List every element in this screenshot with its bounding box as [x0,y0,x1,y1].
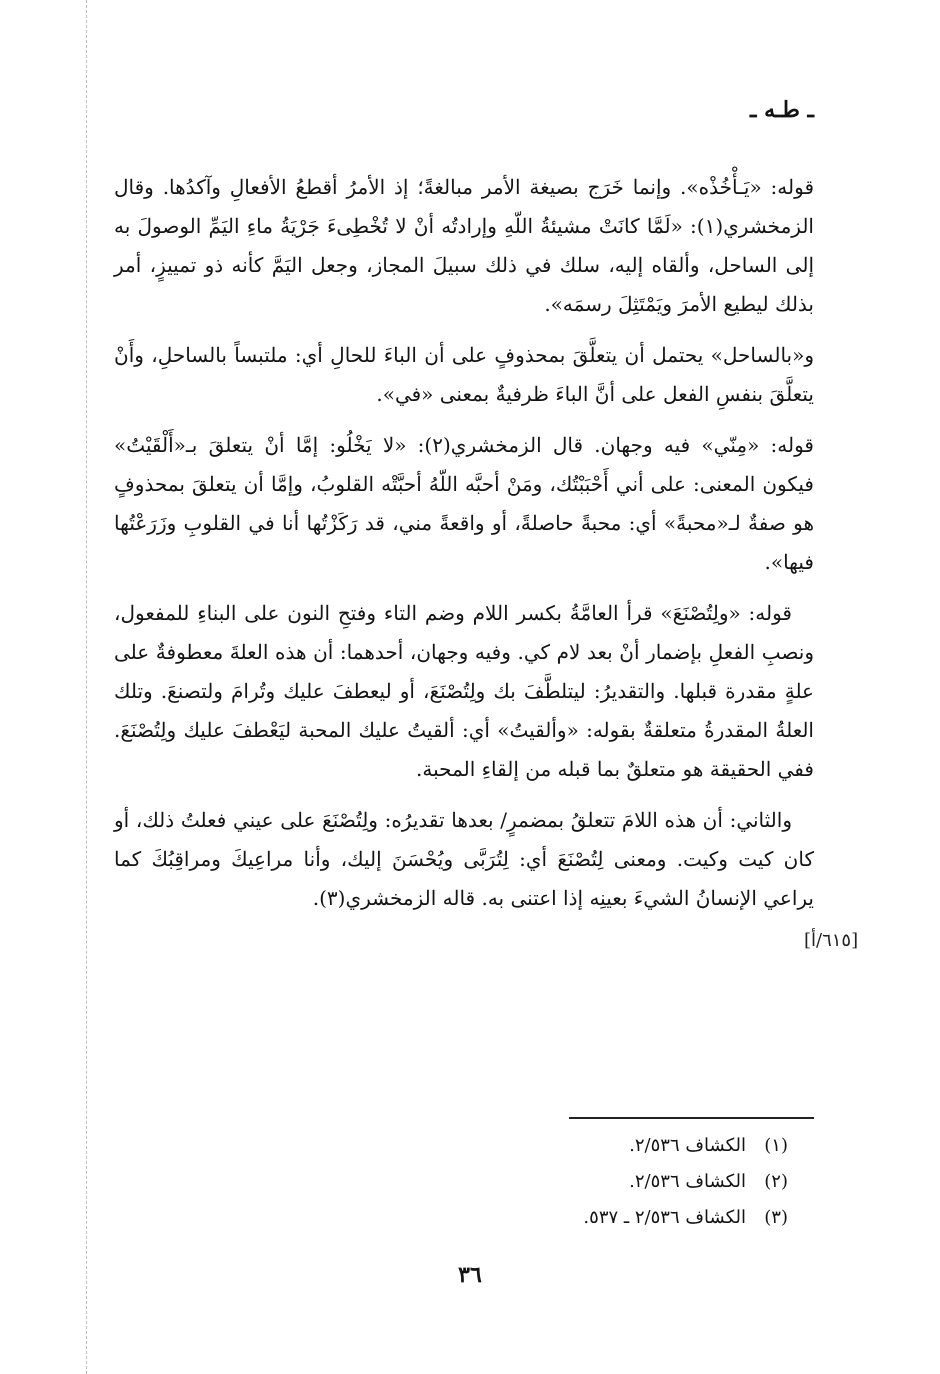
footnote-2 [308,1164,788,1200]
footnote-text: الكشاف ٢/٥٣٦. [629,1171,746,1192]
main-text [114,168,814,930]
footnote-3 [308,1200,788,1236]
footnote-text: الكشاف ٢/٥٣٦. [629,1135,746,1156]
footnote-1 [308,1128,788,1164]
footnotes [308,1128,788,1236]
footnote-text: الكشاف ٢/٥٣٦ ـ ٥٣٧. [583,1207,746,1228]
footnote-number: (١) [764,1135,788,1156]
footnote-number: (٣) [764,1207,788,1228]
paragraph-5: والثاني: أن هذه اللامَ تتعلقُ بمضمرٍ/ بعدها تقديرُه: ولِتُصْنَعَ على عيني فعلتُ ذلك، أو كان كيت وكيت. ومعنى لِتُصْنَعَ أي: لِتُرَبَّى ويُحْسَنَ إليك، وأنا مراعِيكَ ومراقِبُكَ كما يراعي الإنسانُ الشيءَ بعينِه إذا اعتنى به. قاله الزمخشري(٣). [114,808,814,910]
scan-edge-line [86,0,87,1374]
running-title: ـ طـه ـ [750,97,814,123]
paragraph-3: قوله: «مِنّي» فيه وجهان. قال الزمخشري(٢): «لا يَخْلُو: إمَّا أنْ يتعلقَ بـ«أَلْقَيْتُ» فيكون المعنى: على أني أَحْبَبْتُك، ومَنْ أحبَّه اللّهُ أحبَّتْه القلوبُ، وإمَّا أن يتعلقَ بمحذوفٍ هو صفةٌ لـ«محبةً» أي: محبةً حاصلةً، أو واقعةً مني، قد رَكَزْتُها أنا في القلوبِ وزَرَعْتُها فيها». [114,433,815,574]
paragraph-2: و«بالساحل» يحتمل أن يتعلَّقَ بمحذوفٍ على أن الباءَ للحالِ أي: ملتبساً بالساحلِ، وأَنْ يتعلَّقَ بنفسِ الفعل على أنَّ الباءَ ظرفيةٌ بمعنى «في». [114,343,814,406]
manuscript-folio-marker: [٦١٥/أ] [804,930,859,951]
page-number: ٣٦ [458,1262,482,1288]
paragraph-1: قوله: «يَـأْخُذْه». وإنما خَرَج بصيغة الأمر مبالغةً؛ إذ الأمرُ أقطعُ الأفعالِ وآكدُها. وقال الزمخشري(١): «لَمَّا كانَتْ مشيئةُ اللّهِ وإرادتُه أنْ لا تُخْطِىءَ جَرْيَةُ ماءِ اليَمِّ الوصولَ به إلى الساحل، وألقاه إليه، سلك في ذلك سبيلَ المجاز، وجعل اليَمَّ كأنه ذو تمييزٍ، أمر بذلك ليطيع الأمرَ ويَمْتَثِلَ رسمَه». [114,175,814,316]
footnote-number: (٢) [764,1171,788,1192]
paragraph-4: قوله: «ولِتُصْنَعَ» قرأ العامَّةُ بكسر اللام وضم التاء وفتحِ النون على البناءِ للمفعول، ونصبِ الفعلِ بإضمار أنْ بعد لام كي. وفيه وجهان، أحدهما: أن هذه العلةَ معطوفةٌ على علةٍ مقدرة قبلها. والتقديرُ: ليتلطَّفَ بك ولِتُصْنَعَ، أو ليعطفَ عليك وتُرامَ ولتصنعَ. وتلك العلةُ المقدرةُ متعلقةٌ بقوله: «وألقيتُ» أي: ألقيتُ عليك المحبة ليَعْطفَ عليك ولِتُصْنَعَ. ففي الحقيقة هو متعلقٌ بما قبله من إلقاءِ المحبة. [114,601,814,781]
footnote-separator [569,1117,814,1119]
